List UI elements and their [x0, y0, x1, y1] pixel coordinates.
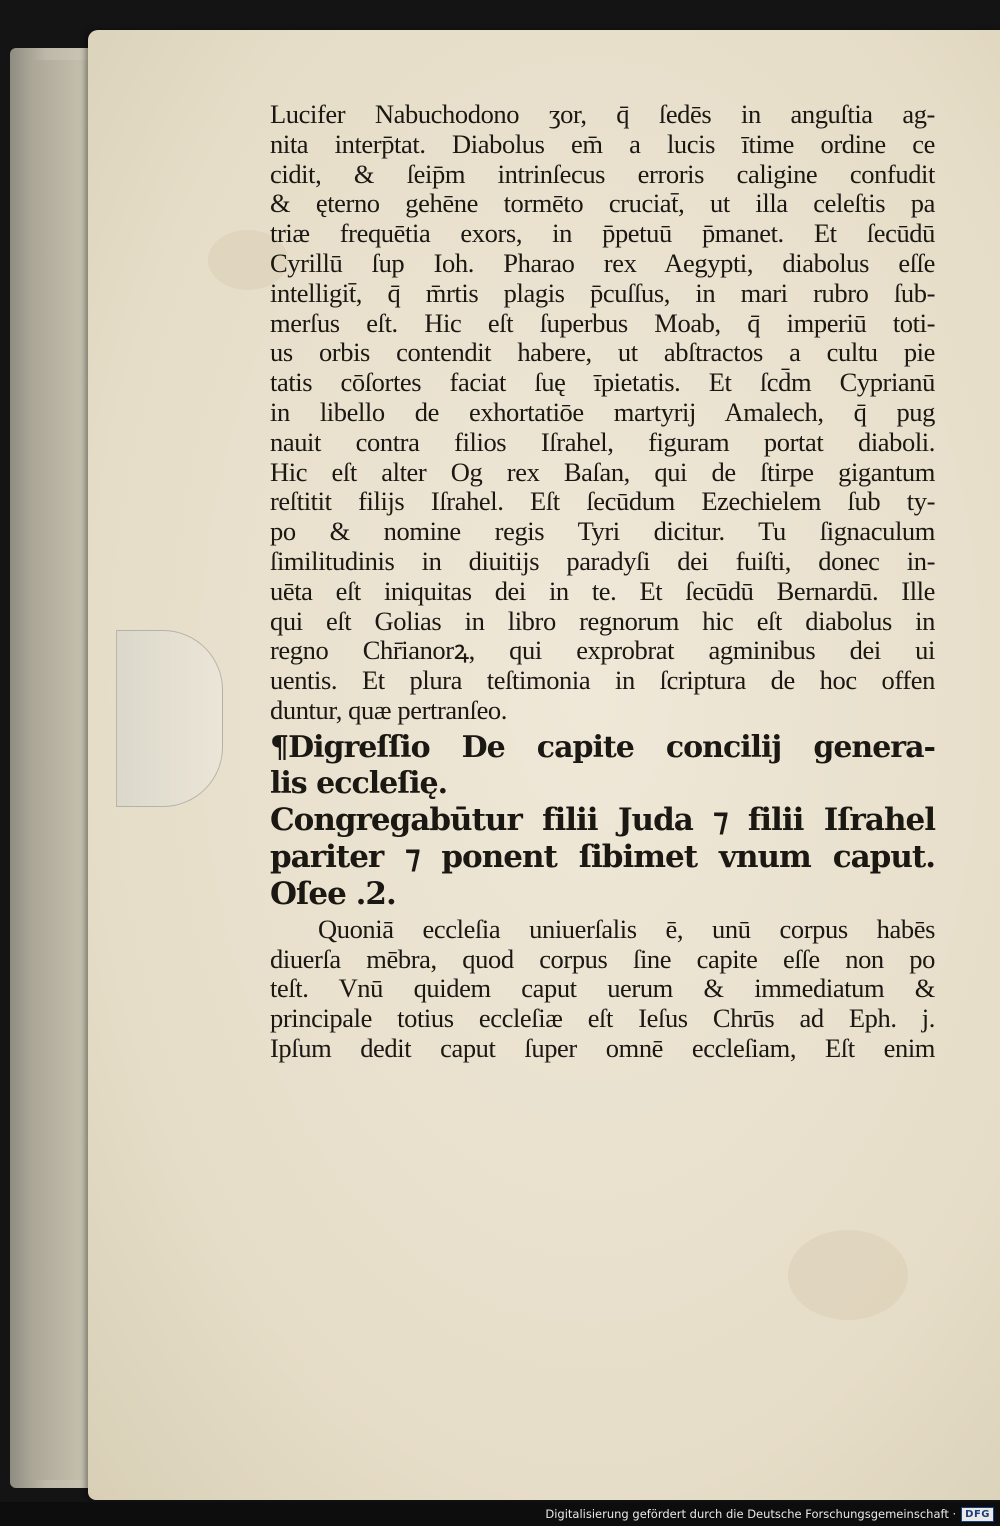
- dfg-logo: DFG: [961, 1507, 994, 1522]
- text-line: cidit, & ſeip̄m intrinſecus erroris caligine confudit: [270, 158, 935, 189]
- text-line: merſus eſt. Hic eſt ſuperbus Moab, q̄ imperiū toti-: [270, 307, 935, 338]
- heading-line: ¶Digreſſio De capite concilij genera-: [270, 729, 935, 765]
- text-line: nauit contra filios Iſrahel, figuram portat diaboli.: [270, 426, 935, 457]
- text-line: triæ frequētia exors, in p̄petuū p̄manet. Et ſecūdū: [270, 218, 935, 249]
- text-block: [270, 100, 935, 1064]
- text-line: duntur, quæ pertranſeo.: [270, 694, 508, 725]
- section-heading: [270, 730, 935, 802]
- verse-citation: Oſee .2.: [270, 875, 396, 912]
- digitization-footer: [0, 1502, 1000, 1526]
- text-line: diuerſa mēbra, quod corpus ſine capite eſſe non po: [270, 943, 935, 974]
- footer-credit: Digitalisierung gefördert durch die Deutsche Forschungsgemeinschaft ·: [545, 1507, 957, 1521]
- paragraph-main: [270, 100, 935, 726]
- text-line: ſimilitudinis in diuitijs paradyſi dei fuiſti, donec in-: [270, 545, 935, 576]
- text-line: principale totius eccleſiæ eſt Ieſus Chrūs ad Eph. j.: [270, 1003, 935, 1034]
- text-line: qui eſt Golias in libro regnorum hic eſt diabolus in: [270, 605, 935, 636]
- text-line: Cyrillū ſup Ioh. Pharao rex Aegypti, diabolus eſſe: [270, 247, 935, 278]
- page-clip: [116, 630, 223, 807]
- verse-line: pariter ⁊ ponent ſibimet vnum caput.: [270, 838, 935, 875]
- text-line: uēta eſt iniquitas dei in te. Et ſecūdū Bernardū. Ille: [270, 575, 935, 606]
- text-line: tatis cōſortes faciat ſuę īpietatis. Et ſcd̄m Cyprianū: [270, 367, 935, 398]
- text-line: uentis. Et plura teſtimonia in ſcriptura de hoc offen: [270, 665, 935, 696]
- text-line: Quoniā eccleſia uniuerſalis ē, unū corpus habēs: [318, 913, 935, 944]
- verse-quote: [270, 802, 935, 913]
- text-line: Ipſum dedit caput ſuper omnē eccleſiam, Eſt enim: [270, 1032, 935, 1063]
- text-line: regno Chr̄ianorꝝ, qui exprobrat agminibus dei ui: [270, 635, 935, 666]
- paper-stain: [788, 1230, 908, 1320]
- verse-line: Congregabūtur filii Juda ⁊ filii Iſrahel: [270, 801, 935, 838]
- text-line: Lucifer Nabuchodono ʒor, q̄ ſedēs in anguſtia ag-: [270, 99, 935, 129]
- text-line: in libello de exhortatiōe martyrij Amalech, q̄ pug: [270, 396, 935, 427]
- text-line: intelligit̄, q̄ m̄rtis plagis p̄cuſſus, in mari rubro ſub-: [270, 277, 935, 308]
- paragraph-body: [270, 915, 935, 1064]
- text-line: teſt. Vnū quidem caput uerum & immediatum &: [270, 973, 935, 1004]
- heading-line: lis eccleſię.: [270, 765, 448, 801]
- text-line: po & nomine regis Tyri dicitur. Tu ſignaculum: [270, 516, 935, 547]
- text-line: us orbis contendit habere, ut abſtractos a cultu pie: [270, 337, 935, 368]
- text-line: nita interp̄tat. Diabolus em̄ a lucis ītime ordine ce: [270, 128, 935, 159]
- text-line: Hic eſt alter Og rex Baſan, qui de ſtirpe gigantum: [270, 456, 935, 487]
- text-line: & ęterno gehēne tormēto cruciat̄, ut illa celeſtis pa: [270, 188, 935, 219]
- text-line: reſtitit filijs Iſrahel. Eſt ſecūdum Ezechielem ſub ty-: [270, 486, 935, 517]
